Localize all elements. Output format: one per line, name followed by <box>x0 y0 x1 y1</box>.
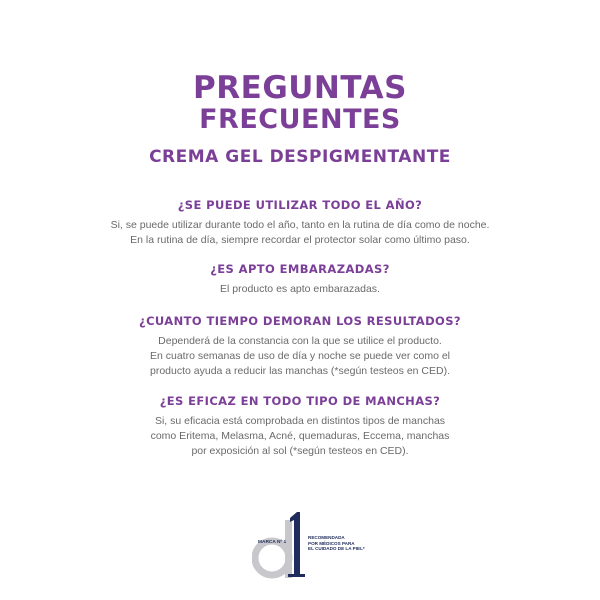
faq-answer-line: Si, su eficacia está comprobada en distintos tipos de manchas <box>154 415 446 427</box>
logo-marca: MARCA Nº 1 <box>258 540 287 545</box>
faq-answer-line: En cuatro semanas de uso de día y noche se puede ver como el <box>149 350 451 362</box>
faq-answer-line: producto ayuda a reducir las manchas (*según testeos en CED). <box>150 365 450 377</box>
faq-answer <box>40 414 560 459</box>
logo-reco-line: RECOMENDADA <box>308 535 345 540</box>
logo-recommendation <box>308 535 365 552</box>
faq-question: ¿ES APTO EMBARAZADAS? <box>210 262 390 276</box>
faq-answer-line: por exposición al sol (*según testeos en CED). <box>191 445 409 457</box>
faq-answer-line: El producto es apto embarazadas. <box>220 283 380 295</box>
page-title-line1: PREGUNTAS <box>193 70 407 106</box>
faq-answer-line: En la rutina de día, siempre recordar el protector solar como último paso. <box>130 234 470 246</box>
faq-item <box>40 394 560 459</box>
faq-item <box>40 314 560 379</box>
faq-answer-line: como Eritema, Melasma, Acné, quemaduras, Eccema, manchas <box>150 430 450 442</box>
faq-question: ¿ES EFICAZ EN TODO TIPO DE MANCHAS? <box>159 394 441 408</box>
faq-answer <box>40 218 560 248</box>
faq-question: ¿CUANTO TIEMPO DEMORAN LOS RESULTADOS? <box>139 314 461 328</box>
faq-answer-line: Dependerá de la constancia con la que se utilice el producto. <box>158 335 442 347</box>
page-title-line2: FRECUENTES <box>199 104 401 135</box>
product-subtitle: CREMA GEL DESPIGMENTANTE <box>149 147 451 167</box>
faq-answer <box>40 334 560 379</box>
faq-answer-line: Si, se puede utilizar durante todo el año, tanto en la rutina de día como de noche. <box>110 219 490 231</box>
faq-item <box>40 262 560 297</box>
faq-item <box>40 198 560 248</box>
faq-answer <box>40 282 560 297</box>
logo-d-letter <box>255 520 292 578</box>
logo-reco-line: EL CUIDADO DE LA PIEL* <box>308 546 365 552</box>
faq-question: ¿SE PUEDE UTILIZAR TODO EL AÑO? <box>177 198 423 212</box>
logo-reco-line: POR MÉDICOS PARA <box>308 540 355 546</box>
